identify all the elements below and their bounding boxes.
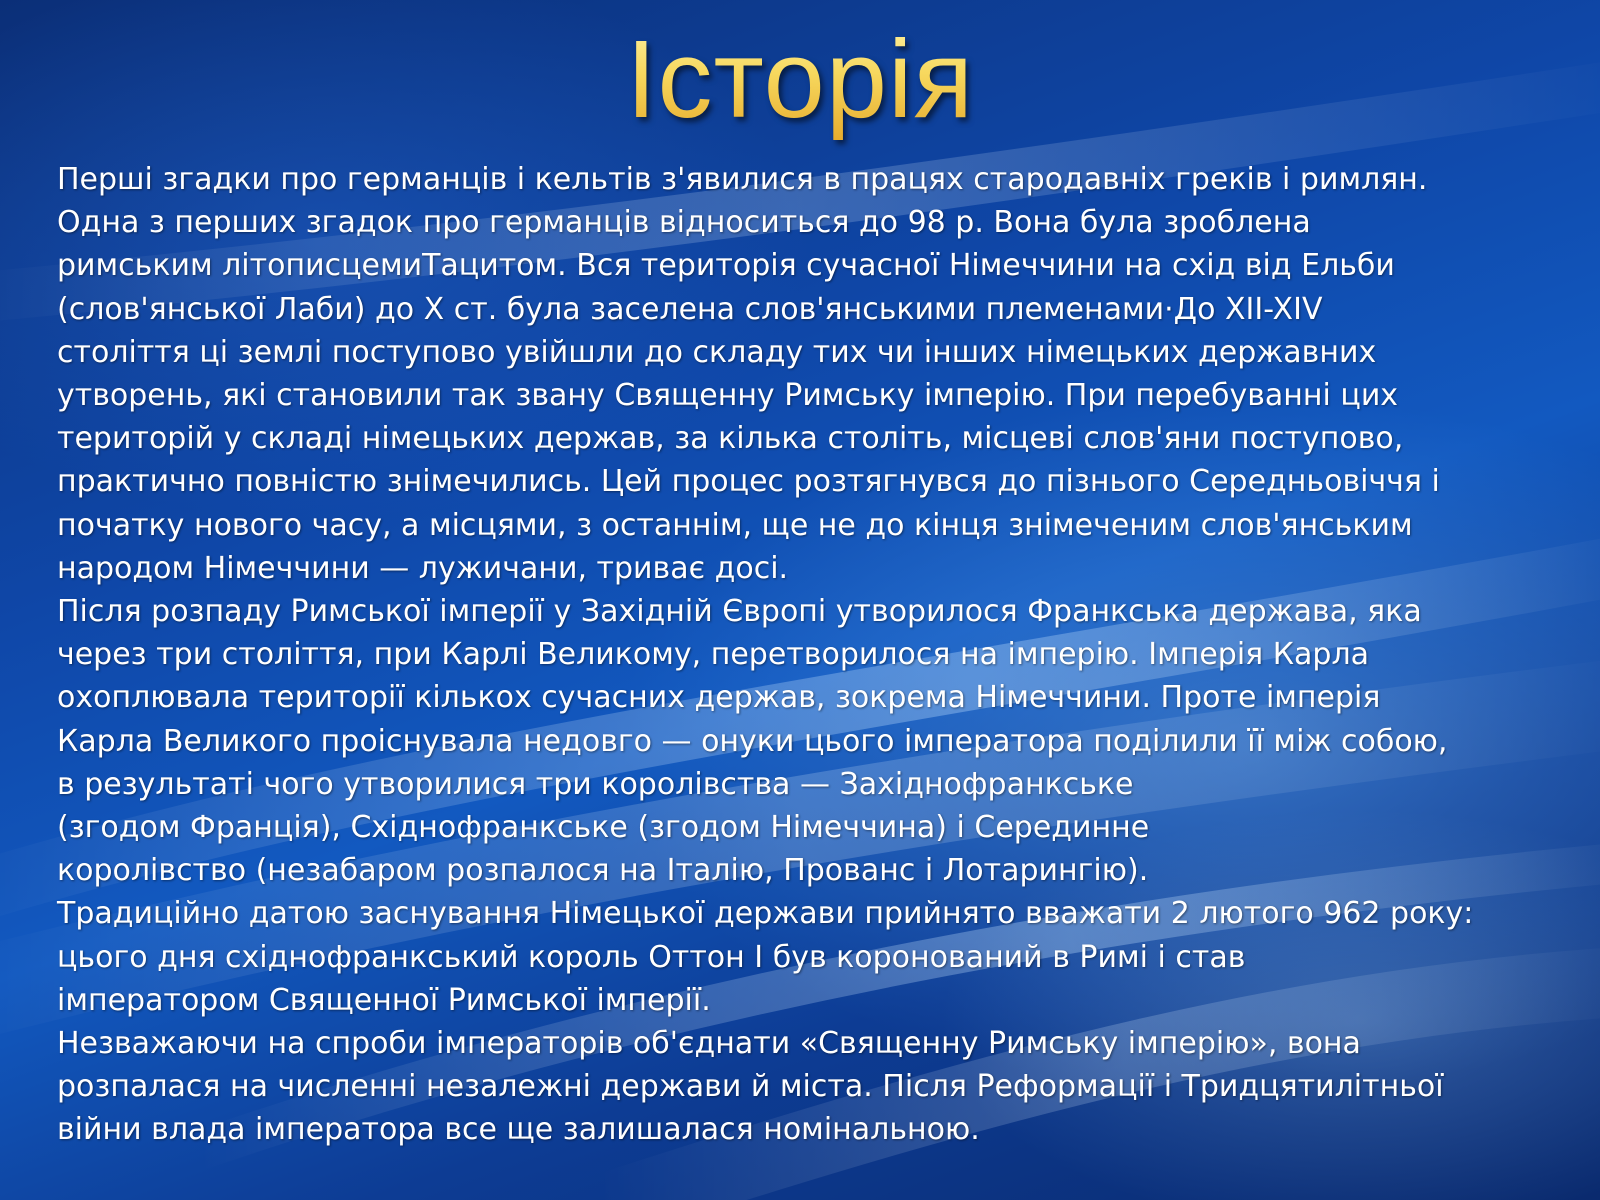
body-line: століття ці землі поступово увійшли до складу тих чи інших німецьких державних [57,334,1377,370]
body-line: Традиційно датою заснування Німецької держави прийнято вважати 2 лютого 962 року: [57,896,1474,932]
body-line: територій у складі німецьких держав, за кілька століть, місцеві слов'яни поступово, [57,421,1404,457]
slide-body-text [57,158,1557,1152]
body-line: практично повністю знімечились. Цей процес розтягнувся до пізнього Середньовіччя і [57,464,1440,500]
body-line: Після розпаду Римської імперії у Західній Європі утворилося Франкська держава, яка [57,594,1422,630]
body-line: римським літописцемиТацитом. Вся територія сучасної Німеччини на схід від Ельби [57,248,1395,284]
body-line: охоплювала території кількох сучасних держав, зокрема Німеччини. Проте імперія [57,680,1381,716]
body-line: Незважаючи на спроби імператорів об'єднати «Священну Римську імперію», вона [57,1026,1361,1062]
body-line: Карла Великого проіснувала недовго — онуки цього імператора поділили її між собою, [57,723,1448,759]
body-line: народом Німеччини — лужичани, триває досі. [57,550,789,586]
body-line: в результаті чого утворилися три королівства — Західнофранкське [57,766,1134,802]
body-line: Одна з перших згадок про германців відноситься до 98 р. Вона була зроблена [57,205,1311,241]
body-line: розпалася на численні незалежні держави й міста. Після Реформації і Тридцятилітньої [57,1069,1444,1105]
body-line: утворень, які становили так звану Священну Римську імперію. При перебуванні цих [57,378,1399,414]
body-line: (згодом Франція), Східнофранкське (згодом Німеччина) і Серединне [57,810,1150,846]
body-line: цього дня східнофранкський король Оттон I був коронований в Римі і став [57,939,1246,975]
slide-title: Історія [0,10,1600,150]
body-line: Перші згадки про германців і кельтів з'явилися в працях стародавніх греків і римлян. [57,162,1428,197]
body-line: війни влада імператора все ще залишалася номінальною. [57,1112,980,1148]
body-line: імператором Священної Римської імперії. [57,982,711,1018]
body-line: через три століття, при Карлі Великому, перетворилося на імперію. Імперія Карла [57,637,1370,673]
body-line: (слов'янської Лаби) до X ст. була заселена слов'янськими племенами·До XII-XIV [57,291,1323,327]
body-line: королівство (незабаром розпалося на Італію, Прованс і Лотарингію). [57,853,1149,889]
body-line: початку нового часу, а місцями, з останнім, ще не до кінця знімеченим слов'янським [57,507,1413,543]
